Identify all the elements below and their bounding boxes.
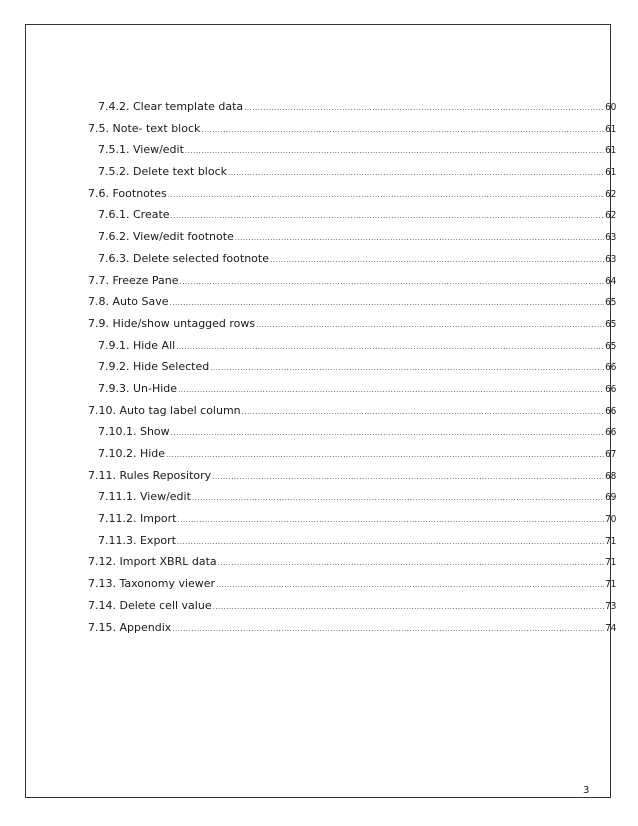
toc-entry-page-number: 61 bbox=[605, 145, 616, 157]
toc-entry-page-number: 71 bbox=[605, 579, 616, 591]
toc-entry-page-number: 68 bbox=[605, 470, 616, 482]
toc-entry[interactable] bbox=[88, 313, 616, 335]
toc-dot-leader bbox=[185, 141, 604, 163]
toc-dot-leader bbox=[213, 597, 605, 619]
toc-entry[interactable] bbox=[88, 465, 616, 487]
toc-dot-leader bbox=[178, 510, 605, 532]
toc-dot-leader bbox=[216, 575, 604, 597]
toc-entry[interactable] bbox=[88, 226, 616, 248]
toc-dot-leader bbox=[172, 619, 604, 641]
toc-entry[interactable] bbox=[88, 204, 616, 226]
toc-entry-title: 7.6.2. View/edit footnote bbox=[98, 230, 234, 244]
toc-entry-page-number: 61 bbox=[605, 123, 616, 135]
toc-dot-leader bbox=[178, 380, 604, 402]
toc-dot-leader bbox=[242, 402, 604, 424]
toc-entry-title: 7.5.2. Delete text block bbox=[98, 165, 228, 179]
toc-entry-page-number: 62 bbox=[605, 188, 616, 200]
toc-entry[interactable] bbox=[88, 183, 616, 205]
toc-entry-page-number: 63 bbox=[605, 232, 616, 244]
toc-entry-page-number: 73 bbox=[605, 600, 616, 612]
toc-entry[interactable] bbox=[88, 617, 616, 639]
toc-entry-title: 7.10.1. Show bbox=[98, 425, 170, 439]
toc-entry[interactable] bbox=[88, 400, 616, 422]
toc-entry[interactable] bbox=[88, 161, 616, 183]
toc-entry-page-number: 67 bbox=[605, 449, 616, 460]
toc-entry-page-number: 74 bbox=[605, 622, 616, 634]
toc-entry[interactable] bbox=[88, 96, 616, 118]
toc-entry-page-number: 70 bbox=[605, 514, 616, 526]
toc-entry[interactable] bbox=[88, 443, 616, 465]
toc-entry[interactable] bbox=[88, 139, 616, 161]
toc-entry[interactable] bbox=[88, 248, 616, 270]
toc-entry-title: 7.15. Appendix bbox=[88, 620, 172, 634]
toc-entry-page-number: 62 bbox=[605, 210, 616, 222]
toc-entry-page-number: 71 bbox=[605, 557, 616, 569]
toc-entry-title: 7.7. Freeze Pane bbox=[88, 273, 179, 287]
toc-entry-page-number: 71 bbox=[605, 535, 616, 547]
toc-dot-leader bbox=[171, 423, 604, 445]
toc-entry-page-number: 66 bbox=[605, 405, 616, 417]
toc-entry[interactable] bbox=[88, 421, 616, 443]
toc-entry-page-number: 66 bbox=[605, 383, 616, 395]
toc-dot-leader bbox=[176, 337, 604, 359]
toc-dot-leader bbox=[210, 358, 604, 380]
toc-entry[interactable] bbox=[88, 595, 616, 617]
toc-entry-title: 7.10.2. Hide bbox=[98, 447, 166, 460]
toc-entry[interactable] bbox=[88, 291, 616, 313]
toc-dot-leader bbox=[270, 250, 604, 272]
toc-entry-title: 7.9.2. Hide Selected bbox=[98, 360, 210, 374]
toc-entry-title: 7.11.1. View/edit bbox=[98, 490, 191, 504]
toc-entry-title: 7.8. Auto Save bbox=[88, 295, 169, 309]
toc-dot-leader bbox=[177, 532, 604, 554]
toc-dot-leader bbox=[228, 163, 604, 185]
toc-dot-leader bbox=[218, 553, 605, 575]
toc-entry[interactable] bbox=[88, 270, 616, 292]
toc-entry-page-number: 66 bbox=[605, 427, 616, 439]
toc-entry-title: 7.9.1. Hide All bbox=[98, 338, 176, 352]
toc-entry-title: 7.5.1. View/edit bbox=[98, 143, 184, 157]
toc-entry[interactable] bbox=[88, 335, 616, 357]
toc-entry[interactable] bbox=[88, 118, 616, 140]
toc-entry[interactable] bbox=[88, 530, 616, 552]
toc-dot-leader bbox=[168, 185, 604, 207]
toc-dot-leader bbox=[170, 293, 605, 315]
document-page bbox=[25, 24, 616, 798]
toc-entry-title: 7.4.2. Clear template data bbox=[98, 100, 244, 113]
toc-entry-title: 7.5. Note- text block bbox=[88, 121, 201, 135]
toc-entry[interactable] bbox=[88, 486, 616, 508]
toc-entry[interactable] bbox=[88, 356, 616, 378]
toc-entry-title: 7.14. Delete cell value bbox=[88, 598, 212, 612]
toc-entry-title: 7.11.3. Export bbox=[98, 533, 176, 547]
toc-entry-page-number: 65 bbox=[605, 297, 616, 309]
toc-entry-page-number: 60 bbox=[605, 102, 616, 113]
toc-dot-leader bbox=[212, 467, 604, 489]
toc-entry[interactable] bbox=[88, 378, 616, 400]
toc-entry-title: 7.11. Rules Repository bbox=[88, 468, 212, 482]
toc-entry-title: 7.13. Taxonomy viewer bbox=[88, 577, 216, 591]
toc-dot-leader bbox=[244, 98, 604, 120]
toc-entry-title: 7.10. Auto tag label column bbox=[88, 403, 241, 417]
toc-entry-title: 7.12. Import XBRL data bbox=[88, 555, 217, 569]
toc-entry-page-number: 69 bbox=[605, 492, 616, 504]
toc-entry-title: 7.6.1. Create bbox=[98, 208, 170, 222]
table-of-contents bbox=[88, 96, 616, 638]
toc-entry-title: 7.6. Footnotes bbox=[88, 186, 167, 200]
toc-dot-leader bbox=[180, 272, 605, 294]
toc-entry[interactable] bbox=[88, 573, 616, 595]
toc-entry-title: 7.11.2. Import bbox=[98, 512, 177, 526]
toc-entry-page-number: 63 bbox=[605, 253, 616, 265]
toc-dot-leader bbox=[171, 206, 605, 228]
toc-dot-leader bbox=[201, 120, 604, 142]
toc-dot-leader bbox=[256, 315, 604, 337]
toc-entry-page-number: 64 bbox=[605, 275, 616, 287]
toc-dot-leader bbox=[235, 228, 604, 250]
toc-entry[interactable] bbox=[88, 508, 616, 530]
toc-entry-page-number: 66 bbox=[605, 362, 616, 374]
toc-entry-title: 7.9.3. Un-Hide bbox=[98, 381, 178, 395]
toc-entry-page-number: 65 bbox=[605, 318, 616, 330]
toc-entry-page-number: 61 bbox=[605, 167, 616, 179]
toc-entry[interactable] bbox=[88, 551, 616, 573]
toc-dot-leader bbox=[192, 488, 604, 510]
toc-dot-leader bbox=[166, 445, 604, 467]
toc-entry-page-number: 65 bbox=[605, 340, 616, 352]
page-number: 3 bbox=[583, 785, 590, 796]
toc-entry-title: 7.6.3. Delete selected footnote bbox=[98, 251, 269, 265]
toc-entry-title: 7.9. Hide/show untagged rows bbox=[88, 316, 256, 330]
